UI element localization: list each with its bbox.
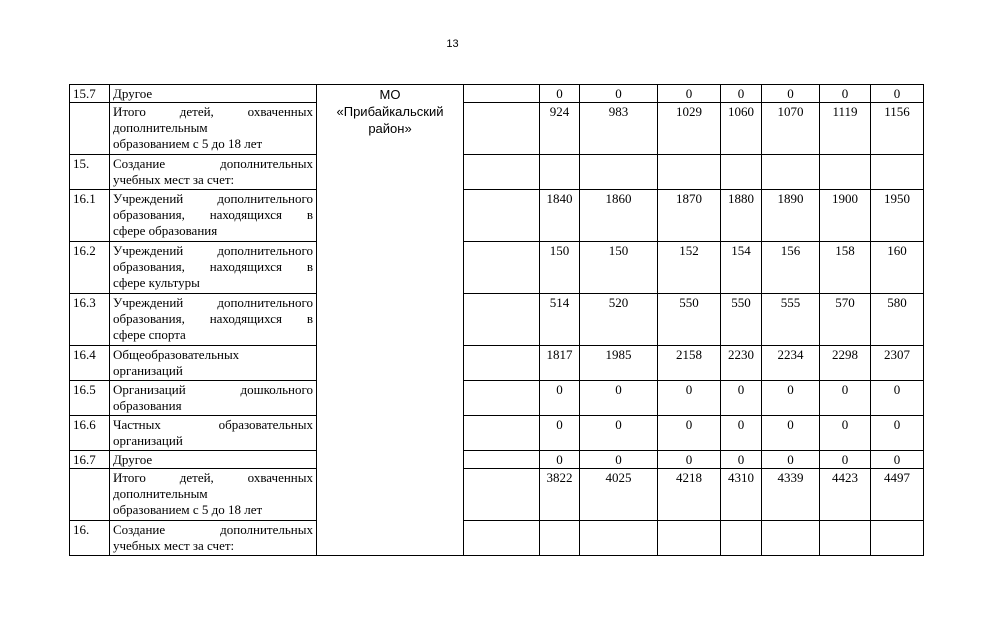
value-cell [762,521,820,556]
value-cell: 580 [871,294,924,346]
description-line: дополнительным [113,120,208,135]
row-description-cell [110,416,317,451]
description-line: организаций [113,363,183,378]
spacer-cell [464,242,540,294]
value-cell: 1985 [580,346,658,381]
value-cell: 0 [658,416,721,451]
description-line: сфере культуры [113,275,200,290]
value-cell: 0 [871,85,924,103]
description-line [113,243,313,259]
description-word: образовательных [218,417,313,432]
description-word: находящихся [209,259,282,274]
value-cell: 0 [540,451,580,469]
description-line [113,470,313,486]
value-cell: 4423 [820,469,871,521]
table-row [70,155,981,190]
spacer-cell [464,85,540,103]
value-cell: 0 [762,416,820,451]
description-line: Другое [113,452,153,467]
description-line: дополнительным [113,486,208,501]
value-cell [820,155,871,190]
description-line: Общеобразовательных [113,347,240,362]
value-cell: 570 [820,294,871,346]
value-cell [580,521,658,556]
description-line: образования [113,398,182,413]
value-cell: 1817 [540,346,580,381]
row-description-cell [110,103,317,155]
description-word: Итого [113,470,146,485]
description-word: Учреждений [113,243,184,258]
description-word: дополнительных [220,156,313,171]
value-cell: 160 [871,242,924,294]
description-word: дополнительного [217,191,313,206]
value-cell: 0 [658,85,721,103]
municipality-line: МО [379,87,401,102]
description-word: Учреждений [113,295,184,310]
description-line: образованием с 5 до 18 лет [113,136,263,151]
value-cell: 1890 [762,190,820,242]
value-cell: 152 [658,242,721,294]
row-number-cell: 16.3 [70,294,110,346]
description-word: детей, [179,104,214,119]
table-row [70,190,981,242]
value-cell: 0 [658,381,721,416]
description-line [113,191,313,207]
spacer-cell [464,381,540,416]
description-line [113,156,313,172]
value-cell: 4497 [871,469,924,521]
description-line [113,382,313,398]
value-cell: 154 [721,242,762,294]
value-cell: 0 [540,85,580,103]
value-cell: 555 [762,294,820,346]
value-cell: 1070 [762,103,820,155]
value-cell: 0 [871,381,924,416]
description-word: Учреждений [113,191,184,206]
value-cell: 1950 [871,190,924,242]
spacer-cell [464,451,540,469]
value-cell: 0 [820,416,871,451]
description-word: дополнительного [217,295,313,310]
description-line [113,417,313,433]
value-cell: 2298 [820,346,871,381]
value-cell: 0 [762,85,820,103]
description-word: дополнительного [217,243,313,258]
spacer-cell [464,521,540,556]
value-cell: 0 [762,381,820,416]
row-number-cell [70,469,110,521]
table-body [70,85,981,556]
value-cell: 0 [721,451,762,469]
value-cell: 4310 [721,469,762,521]
row-description-cell [110,294,317,346]
value-cell: 0 [820,451,871,469]
table-row [70,416,981,451]
value-cell: 2307 [871,346,924,381]
value-cell: 550 [658,294,721,346]
value-cell: 514 [540,294,580,346]
value-cell: 1060 [721,103,762,155]
row-description-cell [110,381,317,416]
description-word: охваченных [247,104,313,119]
description-word: детей, [179,470,214,485]
table-row [70,294,981,346]
description-line [113,259,313,275]
description-word: охваченных [247,470,313,485]
description-word: в [306,259,313,274]
value-cell: 1860 [580,190,658,242]
description-line: учебных мест за счет: [113,538,235,553]
spacer-cell [464,155,540,190]
value-cell: 0 [721,381,762,416]
value-cell: 150 [540,242,580,294]
value-cell: 1840 [540,190,580,242]
spacer-cell [464,294,540,346]
value-cell: 1119 [820,103,871,155]
row-number-cell [70,103,110,155]
value-cell: 2230 [721,346,762,381]
row-number-cell: 16. [70,521,110,556]
row-description-cell [110,469,317,521]
value-cell [658,521,721,556]
value-cell: 2158 [658,346,721,381]
value-cell: 2234 [762,346,820,381]
value-cell: 4218 [658,469,721,521]
value-cell: 0 [580,85,658,103]
row-description-cell [110,242,317,294]
value-cell: 150 [580,242,658,294]
value-cell: 0 [762,451,820,469]
value-cell: 0 [871,451,924,469]
row-number-cell: 15. [70,155,110,190]
description-word: образования, [113,207,185,222]
description-line [113,104,313,120]
description-line [113,311,313,327]
description-word: Итого [113,104,146,119]
row-number-cell: 15.7 [70,85,110,103]
value-cell: 0 [871,416,924,451]
value-cell: 3822 [540,469,580,521]
value-cell [721,521,762,556]
description-word: в [306,207,313,222]
value-cell: 4025 [580,469,658,521]
value-cell: 1029 [658,103,721,155]
value-cell [871,155,924,190]
value-cell [540,521,580,556]
description-word: находящихся [209,311,282,326]
value-cell: 0 [580,451,658,469]
value-cell: 0 [580,381,658,416]
row-description-cell [110,190,317,242]
value-cell: 0 [540,416,580,451]
value-cell: 1900 [820,190,871,242]
description-word: дошкольного [240,382,313,397]
value-cell: 0 [820,85,871,103]
description-line: образованием с 5 до 18 лет [113,502,263,517]
value-cell: 156 [762,242,820,294]
row-description-cell [110,346,317,381]
value-cell [658,155,721,190]
row-description-cell [110,85,317,103]
description-word: в [306,311,313,326]
description-word: образования, [113,259,185,274]
row-number-cell: 16.6 [70,416,110,451]
indicators-table [69,84,981,556]
description-word: дополнительных [220,522,313,537]
municipality-line: район» [368,121,412,136]
value-cell: 158 [820,242,871,294]
spacer-cell [464,469,540,521]
table-row [70,346,981,381]
row-number-cell: 16.1 [70,190,110,242]
description-line: Другое [113,86,153,101]
table-row [70,469,981,521]
description-line: учебных мест за счет: [113,172,235,187]
description-word: Частных [113,417,161,432]
value-cell: 0 [658,451,721,469]
description-word: Организаций [113,382,186,397]
table-row [70,521,981,556]
spacer-cell [464,190,540,242]
municipality-cell [317,85,464,556]
description-line [113,207,313,223]
page-number: 13 [446,38,459,50]
value-cell: 0 [580,416,658,451]
description-line: организаций [113,433,183,448]
spacer-cell [464,416,540,451]
value-cell: 924 [540,103,580,155]
value-cell [820,521,871,556]
value-cell: 0 [540,381,580,416]
row-description-cell [110,155,317,190]
row-number-cell: 16.5 [70,381,110,416]
row-number-cell: 16.4 [70,346,110,381]
row-number-cell: 16.7 [70,451,110,469]
description-word: образования, [113,311,185,326]
description-word: Создание [113,522,166,537]
description-word: находящихся [209,207,282,222]
value-cell [762,155,820,190]
row-description-cell [110,521,317,556]
value-cell [540,155,580,190]
table-row [70,451,981,469]
value-cell: 4339 [762,469,820,521]
description-line [113,295,313,311]
value-cell [871,521,924,556]
value-cell: 1156 [871,103,924,155]
description-word: Создание [113,156,166,171]
spacer-cell [464,103,540,155]
row-number-cell: 16.2 [70,242,110,294]
table-row [70,85,981,103]
table-row [70,103,981,155]
value-cell: 1880 [721,190,762,242]
table-row [70,381,981,416]
value-cell: 550 [721,294,762,346]
value-cell [580,155,658,190]
value-cell: 0 [820,381,871,416]
value-cell: 0 [721,85,762,103]
value-cell: 1870 [658,190,721,242]
value-cell: 0 [721,416,762,451]
table-row [70,242,981,294]
description-line: сфере образования [113,223,218,238]
municipality-line: «Прибайкальский [336,104,444,119]
description-line: сфере спорта [113,327,186,342]
value-cell: 983 [580,103,658,155]
spacer-cell [464,346,540,381]
row-description-cell [110,451,317,469]
description-line [113,522,313,538]
value-cell [721,155,762,190]
value-cell: 520 [580,294,658,346]
